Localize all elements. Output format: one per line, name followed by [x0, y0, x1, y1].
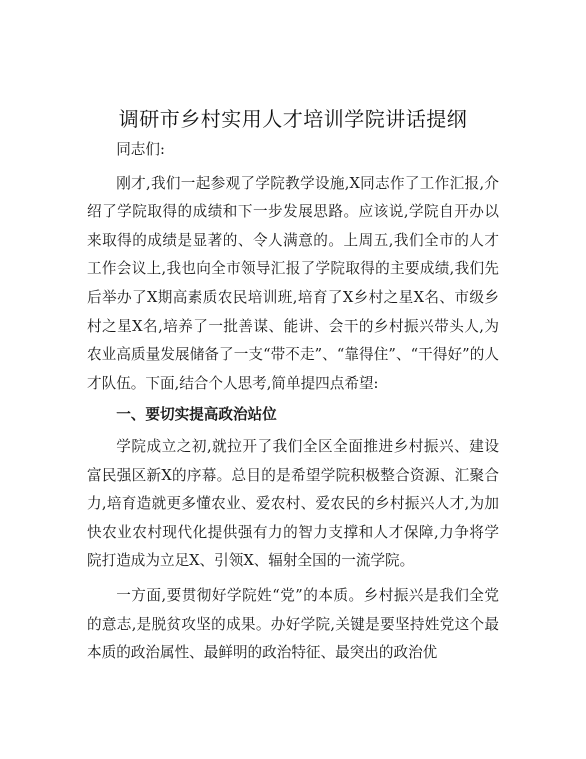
greeting: 同志们:: [116, 141, 165, 158]
document-title: 调研市乡村实用人才培训学院讲话提纲: [118, 107, 468, 131]
section-paragraph: 学院成立之初,就拉开了我们全区全面推进乡村振兴、建设富民强区新X的序幕。总目的是希望学院积极整合资源、汇聚合力,培育造就更多懂农业、爱农村、爱农民的乡村振兴人才,为加快农业农村现代化提供强有力的智力支撑和人才保障,力争将学院打造成为立足X、引领X、辐射全国的一流学院。: [87, 437, 499, 570]
section-heading: 一、要切实提高政治站位: [116, 406, 277, 424]
document-body: [87, 136, 499, 670]
intro-paragraph: 刚才,我们一起参观了学院教学设施,X同志作了工作汇报,介绍了学院取得的成绩和下一步发展思路。应该说,学院自开办以来取得的成绩是显著的、令人满意的。上周五,我们全市的人才工作会议上,我也向全市领导汇报了学院取得的主要成绩,我们先后举办了X期高素质农民培训班,培育了X乡村之星X名、市级乡村之星X名,培养了一批善谋、能讲、会干的乡村振兴带头人,为农业高质量发展储备了一支“带不走”、“靠得住”、“干得好”的人才队伍。下面,结合个人思考,简单提四点希望:: [87, 174, 499, 392]
section-paragraph: 一方面,要贯彻好学院姓“党”的本质。乡村振兴是我们全党的意志,是脱贫攻坚的成果。办好学院,关键是要坚持姓党这个最本质的政治属性、最鲜明的政治特征、最突出的政治优: [87, 586, 499, 662]
